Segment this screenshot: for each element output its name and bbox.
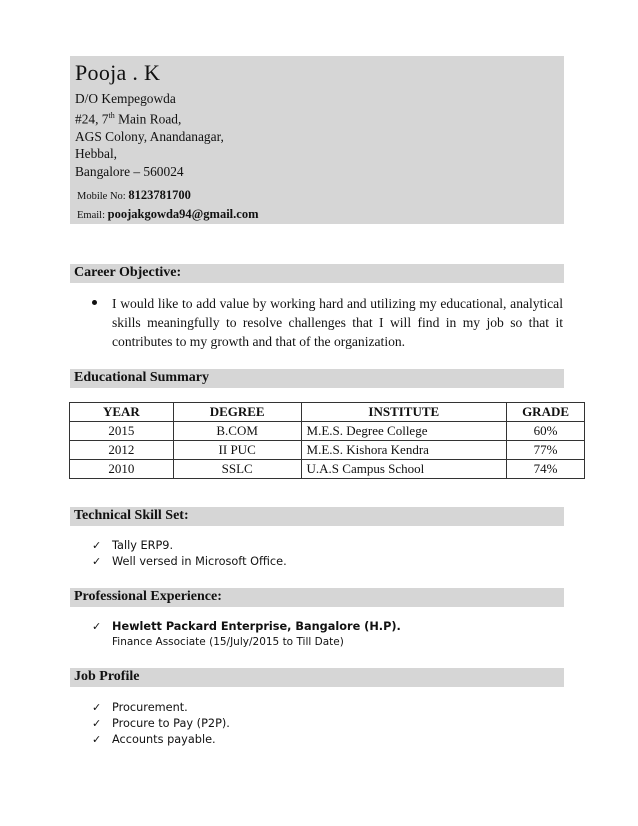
check-mark-icon: ✓ [92,733,102,746]
cell-degree: SSLC [173,460,301,479]
check-mark-icon: ✓ [92,717,102,730]
check-mark-icon: ✓ [92,620,102,633]
candidate-name: Pooja . K [75,60,161,85]
education-table [69,402,585,479]
column-header-grade: GRADE [507,403,585,422]
cell-degree: B.COM [173,422,301,441]
section-heading: Career Objective: [74,265,182,280]
cell-grade: 74% [507,460,585,479]
company-name: Hewlett Packard Enterprise, Bangalore (H.P). [112,620,401,633]
table-row [70,460,585,479]
email-line [77,207,259,222]
cell-year: 2010 [70,460,174,479]
column-header-year: YEAR [70,403,174,422]
check-mark-icon: ✓ [92,701,102,714]
address-line: D/O Kempegowda [75,91,176,106]
check-mark-icon: ✓ [92,539,102,552]
table-row [70,441,585,460]
mobile-number: 8123781700 [128,188,191,202]
cell-institute: M.E.S. Kishora Kendra [301,441,507,460]
cell-institute: M.E.S. Degree College [301,422,507,441]
section-heading: Educational Summary [74,370,209,385]
address-line: Hebbal, [75,146,118,162]
section-educational-summary [70,369,564,388]
address-line: Bangalore – 560024 [75,163,184,179]
address-line: AGS Colony, Anandanagar, [75,129,224,145]
job-role: Finance Associate (15/July/2015 to Till Date) [112,636,344,648]
resume-header [70,56,564,224]
check-mark-icon: ✓ [92,555,102,568]
address-line: #24, 7th Main Road, [75,111,182,127]
cell-year: 2015 [70,422,174,441]
section-job-profile [70,668,564,687]
section-career-objective [70,264,564,283]
address-block [75,90,224,180]
cell-year: 2012 [70,441,174,460]
section-heading: Technical Skill Set: [74,508,189,523]
mobile-line [77,188,191,203]
cell-grade: 60% [507,422,585,441]
section-professional-experience [70,588,564,607]
table-row [70,422,585,441]
cell-institute: U.A.S Campus School [301,460,507,479]
filled-circle-bullet-icon [92,300,97,305]
column-header-institute: INSTITUTE [301,403,507,422]
mobile-label: Mobile No: [77,191,126,202]
career-objective-text: I would like to add value by working hard and utilizing my educational, analytical skills meaningfully to resolve challenges that I will find in my job so that it contributes to my growth and that of the organization. [112,296,563,349]
section-heading: Job Profile [74,669,140,684]
section-heading: Professional Experience: [74,589,222,604]
email-label: Email: [77,210,105,221]
table-header-row [70,403,585,422]
cell-degree: II PUC [173,441,301,460]
email-address: poojakgowda94@gmail.com [107,207,259,221]
section-technical-skill-set [70,507,564,526]
column-header-degree: DEGREE [173,403,301,422]
cell-grade: 77% [507,441,585,460]
